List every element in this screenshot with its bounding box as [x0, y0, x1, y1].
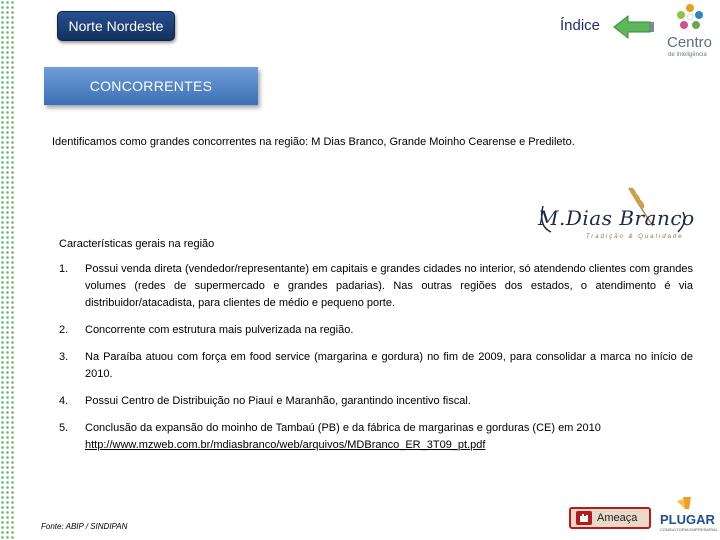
characteristics-list — [59, 261, 693, 464]
list-item-number: 5. — [59, 422, 69, 434]
warning-hand-icon — [575, 510, 593, 526]
intro-text: Identificamos como grandes concorrentes na região: M Dias Branco, Grande Moinho Cearense e Predileto. — [52, 136, 575, 148]
region-badge[interactable]: Norte Nordeste — [57, 11, 175, 41]
ameaca-button[interactable] — [569, 507, 651, 529]
plugar-logo-subtext: CONSULTORIA EMPRESARIAL — [660, 527, 718, 532]
decorative-dot-border — [0, 0, 14, 540]
list-item — [59, 393, 693, 410]
list-item — [59, 420, 693, 454]
characteristics-heading: Características gerais na região — [59, 238, 215, 250]
list-item-text: Possui venda direta (vendedor/representante) em capitais e grandes cidades no interior, só atendendo clientes com grandes volumes (redes de supermercado e grandes padarias). Nas outras regiões dos estados, o atendimento é via distribuidor/atacadista, para clientes de médio e pequeno porte. — [85, 263, 693, 309]
competitor-logo-tagline: Tradição & Qualidade — [586, 234, 684, 240]
list-item-text: Possui Centro de Distribuição no Piauí e Maranhão, garantindo incentivo fiscal. — [85, 395, 471, 407]
list-item-number: 3. — [59, 351, 69, 363]
plugar-logo-text: PLUGAR — [660, 512, 715, 527]
centro-logo-subtext: de Inteligência — [668, 52, 707, 58]
competitor-logo-name: M.Dias Branco — [538, 206, 695, 230]
list-item-number: 2. — [59, 324, 69, 336]
list-item-text: Concorrente com estrutura mais pulverizada na região. — [85, 324, 354, 336]
list-item-text: Conclusão da expansão do moinho de Tambaú (PB) e da fábrica de margarinas e gorduras (CE) em 2010 — [85, 422, 601, 434]
back-arrow-icon[interactable] — [612, 14, 656, 40]
list-item-number: 4. — [59, 395, 69, 407]
list-item — [59, 261, 693, 312]
section-title: CONCORRENTES — [44, 67, 258, 105]
list-item-number: 1. — [59, 263, 69, 275]
list-item-text-container — [85, 420, 693, 454]
source-note: Fonte: ABIP / SINDIPAN — [41, 522, 128, 531]
centro-logo-text: Centro — [667, 34, 713, 51]
list-item-text: Na Paraíba atuou com força em food service (margarina e gordura) no fim de 2009, para consolidar a marca no início de 2010. — [85, 351, 693, 380]
ameaca-label: Ameaça — [597, 512, 638, 524]
report-link[interactable]: http://www.mzweb.com.br/mdiasbranco/web/arquivos/MDBranco_ER_3T09_pt.pdf — [85, 439, 486, 451]
index-link[interactable]: Índice — [560, 17, 601, 34]
list-item — [59, 322, 693, 339]
list-item — [59, 349, 693, 383]
